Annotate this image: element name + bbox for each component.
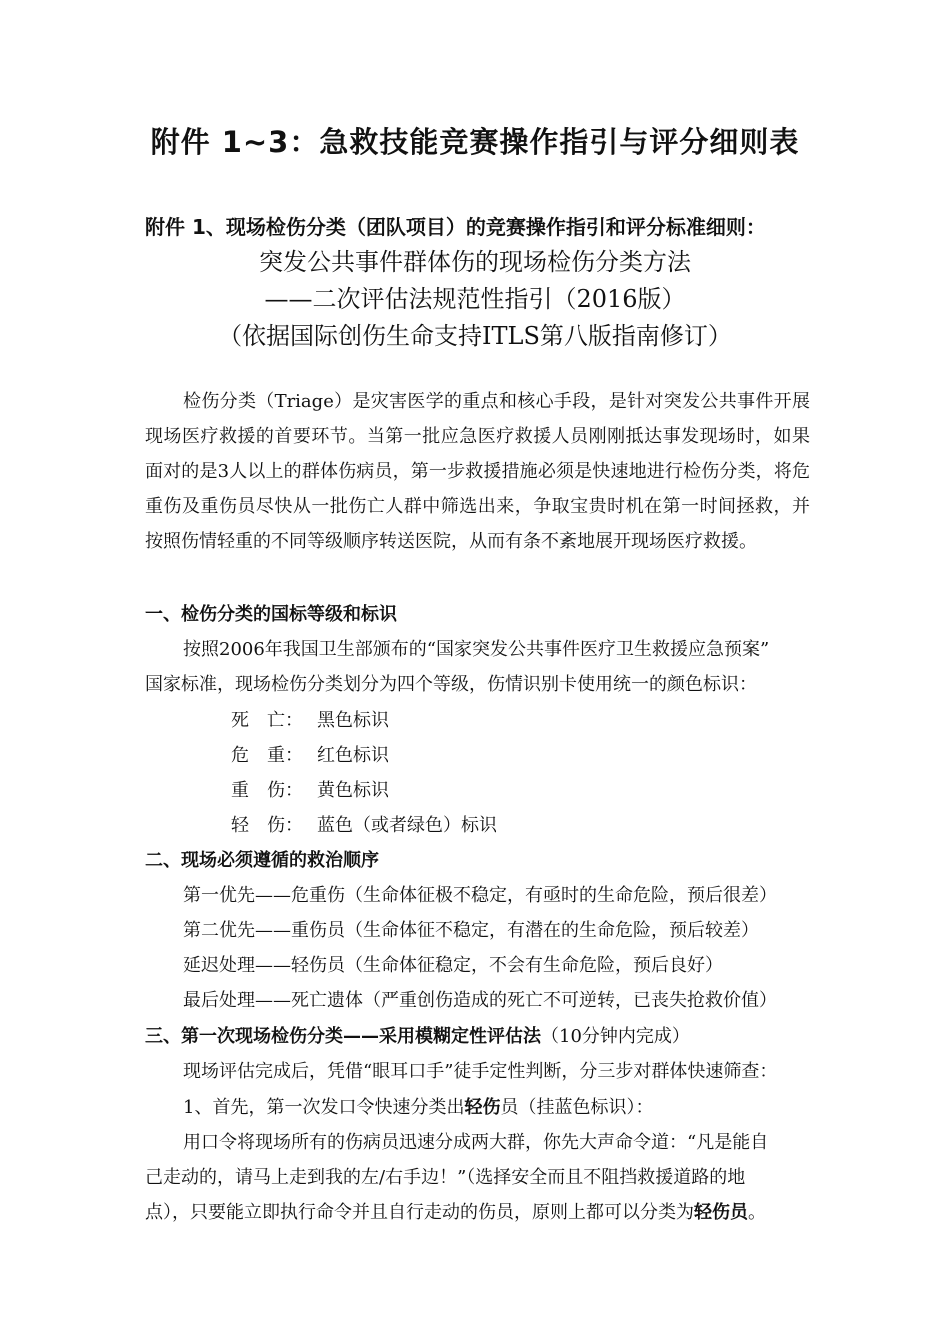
- level-label: 轻 伤：: [231, 815, 303, 836]
- level-row: [231, 741, 389, 767]
- step-1-suffix: 员（挂蓝色标识）：: [500, 1097, 654, 1118]
- section-3-line-1: 现场评估完成后，凭借“眼耳口手”徒手定性判断，分三步对群体快速筛查：: [183, 1061, 778, 1082]
- level-row: [231, 776, 389, 802]
- section-2-heading: 二、现场必须遵循的救治顺序: [145, 850, 379, 871]
- step-1-line: [183, 1093, 653, 1119]
- step-1-para-line-1: 用口令将现场所有的伤病员迅速分成两大群，你先大声命令道：“凡是能自: [183, 1132, 769, 1153]
- step-1-prefix: 1、首先，第一次发口令快速分类出: [183, 1097, 465, 1118]
- section-1-line-2: 国家标准，现场检伤分类划分为四个等级，伤情识别卡使用统一的颜色标识：: [145, 674, 757, 695]
- intro-paragraph: 检伤分类（Triage）是灾害医学的重点和核心手段，是针对突发公共事件开展现场医疗救援的首要环节。当第一批应急医疗救援人员刚刚抵达事发现场时，如果面对的是3人以上的群体伤病员，第一步救援措施必须是快速地进行检伤分类，将危重伤及重伤员尽快从一批伤亡人群中筛选出来，争取宝贵时机在第一时间拯救，并按照伤情轻重的不同等级顺序转送医院，从而有条不紊地展开现场医疗救援。: [145, 391, 810, 552]
- attachment-heading: 附件 1、现场检伤分类（团队项目）的竞赛操作指引和评分标准细则：: [145, 215, 766, 239]
- level-label: 重 伤：: [231, 780, 303, 801]
- step-1-bold: 轻伤: [464, 1097, 501, 1118]
- level-label: 死 亡：: [231, 710, 303, 731]
- section-3-heading-text: 三、第一次现场检伤分类——采用模糊定性评估法: [145, 1026, 541, 1047]
- level-value: 红色标识: [317, 745, 389, 766]
- para-line-3-suffix: 。: [748, 1202, 766, 1223]
- section-1-heading: 一、检伤分类的国标等级和标识: [145, 604, 397, 625]
- priority-item: 第一优先——危重伤（生命体征极不稳定，有亟时的生命危险，预后很差）: [183, 885, 777, 906]
- step-1-para-line-2: 己走动的，请马上走到我的左/右手边！”（选择安全而且不阻挡救援道路的地: [145, 1167, 746, 1188]
- priority-item: 延迟处理——轻伤员（生命体征稳定，不会有生命危险，预后良好）: [183, 955, 723, 976]
- center-title-3: （依据国际创伤生命支持ITLS第八版指南修订）: [218, 322, 732, 350]
- section-1-line-1: 按照2006年我国卫生部颁布的“国家突发公共事件医疗卫生救援应急预案”: [183, 639, 770, 660]
- level-value: 黑色标识: [317, 710, 389, 731]
- center-title-1: 突发公共事件群体伤的现场检伤分类方法: [259, 248, 691, 276]
- main-title: 附件 1~3：急救技能竞赛操作指引与评分细则表: [150, 125, 800, 159]
- para-line-3-prefix: 点），只要能立即执行命令并且自行走动的伤员，原则上都可以分类为: [145, 1202, 694, 1223]
- priority-item: 最后处理——死亡遗体（严重创伤造成的死亡不可逆转，已丧失抢救价值）: [183, 990, 777, 1011]
- section-3-heading-note: （10分钟内完成）: [541, 1026, 690, 1047]
- para-line-3-bold: 轻伤员: [694, 1202, 748, 1223]
- center-title-2: ——二次评估法规范性指引（2016版）: [264, 285, 686, 313]
- level-value: 蓝色（或者绿色）标识: [317, 815, 497, 836]
- priority-item: 第二优先——重伤员（生命体征不稳定，有潜在的生命危险，预后较差）: [183, 920, 759, 941]
- step-1-para-line-3: [145, 1198, 766, 1224]
- level-row: [231, 706, 389, 732]
- level-value: 黄色标识: [317, 780, 389, 801]
- level-row: [231, 811, 497, 837]
- section-3-heading: [145, 1022, 690, 1048]
- level-label: 危 重：: [231, 745, 303, 766]
